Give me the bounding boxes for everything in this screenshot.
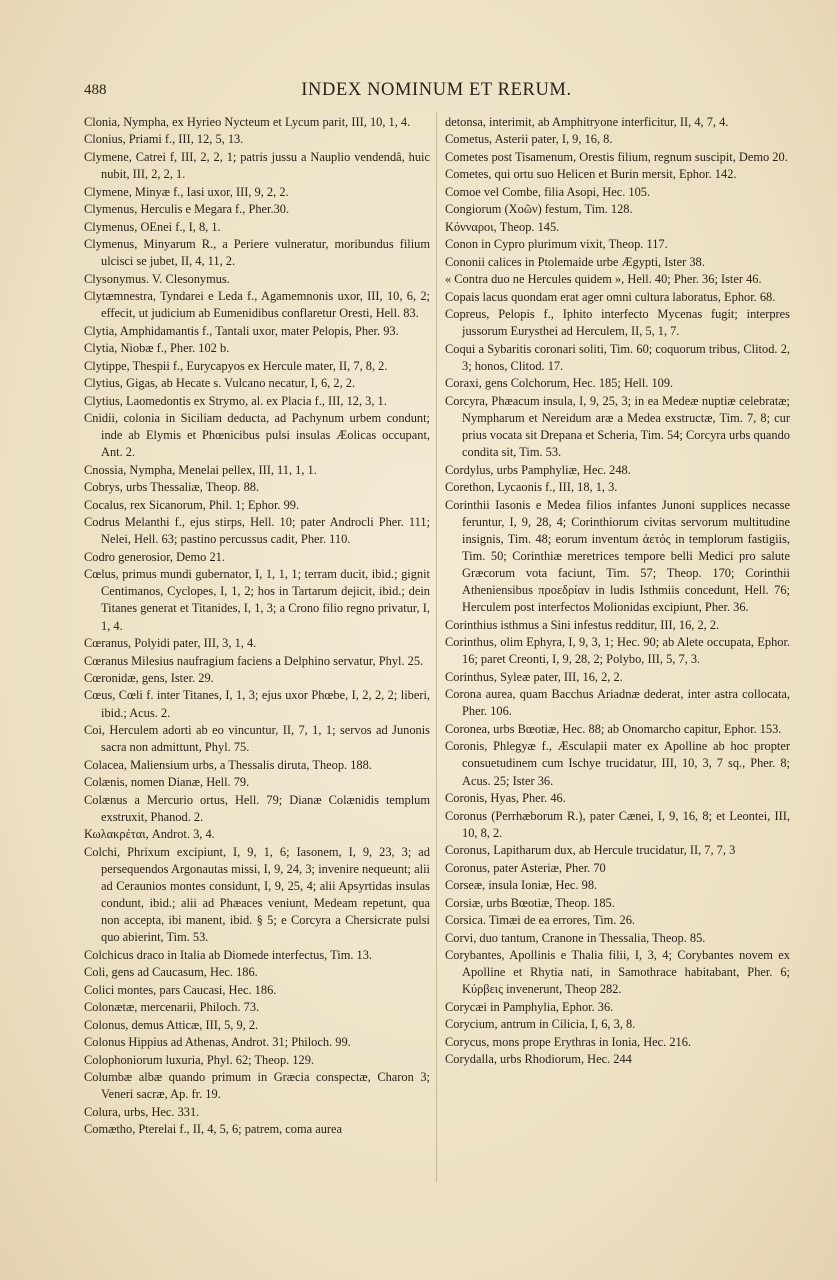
index-entry: Colænis, nomen Dianæ, Hell. 79. — [84, 775, 250, 790]
index-entry: Colchicus draco in Italia ab Diomede interfectus, Tim. 13. — [84, 947, 373, 962]
index-entry: « Contra duo ne Hercules quidem », Hell. 40; Pher. 36; Ister 46. — [445, 272, 762, 287]
index-entry: Cordylus, urbs Pamphyliæ, Hec. 248. — [445, 462, 631, 477]
index-column-left — [84, 114, 430, 1139]
index-entry: Coli, gens ad Caucasum, Hec. 186. — [84, 965, 258, 980]
index-entry: Columbæ albæ quando primum in Græcia conspectæ, Charon 3; Veneri sacræ, Ap. fr. 19. — [84, 1070, 430, 1102]
index-entry: Clytippe, Thespii f., Eurycapyos ex Hercule mater, II, 7, 8, 2. — [84, 358, 388, 373]
page-header — [84, 82, 789, 106]
index-entry: Cocalus, rex Sicanorum, Phil. 1; Ephor. 99. — [84, 497, 300, 512]
index-entry: Cœranus, Polyidi pater, III, 3, 1, 4. — [84, 636, 257, 651]
index-entry: Corethon, Lycaonis f., III, 18, 1, 3. — [445, 480, 618, 495]
index-entry: Clymenus, OEnei f., I, 8, 1. — [84, 219, 221, 234]
index-entry: Corycæi in Pamphylia, Ephor. 36. — [445, 999, 614, 1014]
index-entry: Colonætæ, mercenarii, Philoch. 73. — [84, 1000, 260, 1015]
index-entry: Cœranus Milesius naufragium faciens a Delphino servatur, Phyl. 25. — [84, 653, 424, 668]
index-entry: Clymenus, Minyarum R., a Periere vulneratur, moribundus filium ulcisci se jubet, II, 4, 11, 2. — [84, 237, 430, 269]
index-entry: Cnidii, colonia in Siciliam deducta, ad Pachynum urbem condunt; inde ab Elymis et Phœnicibus pulsi insulas Æolicas occupant, Ant. 2. — [84, 411, 430, 460]
index-entry: Κωλακρέται, Androt. 3, 4. — [84, 827, 215, 842]
index-entry: Codro generosior, Demo 21. — [84, 549, 225, 564]
index-entry: Clytius, Laomedontis ex Strymo, al. ex Placia f., III, 12, 3, 1. — [84, 393, 387, 408]
page-number: 488 — [84, 82, 107, 98]
index-entry: Corinthius isthmus a Sini infestus redditur, III, 16, 2, 2. — [445, 617, 720, 632]
index-entry: Colura, urbs, Hec. 331. — [84, 1104, 200, 1119]
index-entry: Corycus, mons prope Erythras in Ionia, Hec. 216. — [445, 1034, 692, 1049]
index-entry: Coronus (Perrhæborum R.), pater Cænei, I, 9, 16, 8; et Leontei, III, 10, 8, 2. — [445, 808, 790, 840]
index-entry: Colici montes, pars Caucasi, Hec. 186. — [84, 982, 277, 997]
column-divider — [436, 112, 437, 1182]
index-entry: Cœlus, primus mundi gubernator, I, 1, 1, 1; terram ducit, ibid.; gignit Centimanos, Cyclopes, I, 1, 2; hos in Tartarum dejicit, ibid.; dein Titanes generat et Titanides, I, 1, 3; a Crono filio regno privatur, I, 1, 4. — [84, 567, 430, 633]
index-entry: Clytius, Gigas, ab Hecate s. Vulcano necatur, I, 6, 2, 2. — [84, 376, 356, 391]
index-entry: Corvi, duo tantum, Cranone in Thessalia, Theop. 85. — [445, 930, 706, 945]
index-entry: Codrus Melanthi f., ejus stirps, Hell. 10; pater Androcli Pher. 111; Nelei, Hell. 63; pastino percussus cadit, Pher. 110. — [84, 515, 430, 547]
index-entry: Colchi, Phrixum excipiunt, I, 9, 1, 6; Iasonem, I, 9, 23, 3; ad persequendos Argonautas missi, I, 9, 24, 3; invenire nequeunt; alii ad Ceraunios montes considunt, I, 9, 25, 4; alii Apsyrtidas insulas condunt, ibid.; alii ad Phæaces veniunt, Medeam repetunt, qua non accepta, ibi manent, ibid. § 5; e Corcyra a Chersicrate pulsi quo abierint, Tim. 53. — [84, 844, 430, 945]
index-entry: Cometes post Tisamenum, Orestis filium, regnum suscipit, Demo 20. — [445, 149, 788, 164]
index-entry: Colophoniorum luxuria, Phyl. 62; Theop. 129. — [84, 1052, 315, 1067]
index-entry: Coronis, Phlegyæ f., Æsculapii mater ex Apolline ab hoc propter consuetudinem cum Ischye trucidatur, III, 10, 3, 7 sq., Pher. 8; Acus. 25; Ister 36. — [445, 739, 790, 788]
index-entry: Colonus Hippius ad Athenas, Androt. 31; Philoch. 99. — [84, 1035, 351, 1050]
index-entry: Corcyra, Phæacum insula, I, 9, 25, 3; in ea Medeæ nuptiæ celebratæ; Nympharum et Nereidum aræ a Medea exstructæ, Tim. 7, 8; cur prius vocata sit Drepana et Scheria, Tim. 54; Corcyra urbs quando condita sit, Tim. 53. — [445, 393, 790, 460]
index-entry: Colænus a Mercurio ortus, Hell. 79; Dianæ Colænidis templum exstruxit, Phanod. 2. — [84, 792, 430, 824]
index-entry: Conon in Cypro plurimum vixit, Theop. 117. — [445, 237, 668, 252]
index-entry: Clymene, Catrei f, III, 2, 2, 1; patris jussu a Nauplio vendendâ, huic nubit, III, 2, 2, 1. — [84, 149, 430, 182]
running-title: INDEX NOMINUM ET RERUM. — [301, 80, 572, 100]
index-entry: Clytia, Niobæ f., Pher. 102 b. — [84, 341, 230, 356]
index-entry: Corinthus, olim Ephyra, I, 9, 3, 1; Hec. 90; ab Alete occupata, Ephor. 16; paret Creonti, I, 9, 28, 2; Polybo, III, 5, 7, 3. — [445, 635, 790, 667]
index-entry: Cometes, qui ortu suo Helicen et Burin mersit, Ephor. 142. — [445, 167, 737, 182]
index-entry: Cononii calices in Ptolemaide urbe Ægypti, Ister 38. — [445, 254, 705, 269]
index-entry: Clymenus, Herculis e Megara f., Pher.30. — [84, 202, 290, 217]
index-entry: Coraxi, gens Colchorum, Hec. 185; Hell. 109. — [445, 376, 674, 391]
index-entry: Cœronidæ, gens, Ister. 29. — [84, 670, 214, 685]
index-entry: Corinthus, Syleæ pater, III, 16, 2, 2. — [445, 669, 623, 684]
index-entry: Comætho, Pterelai f., II, 4, 5, 6; patrem, coma aurea — [84, 1122, 343, 1137]
index-entry: Coronus, pater Asteriæ, Pher. 70 — [445, 860, 606, 875]
index-entry: Clytæmnestra, Tyndarei e Leda f., Agamemnonis uxor, III, 10, 6, 2; effecit, ut judicium ab Eumenidibus conflaretur Oresti, Hell. 83. — [84, 289, 430, 321]
index-entry: Coronus, Lapitharum dux, ab Hercule trucidatur, II, 7, 7, 3 — [445, 843, 736, 858]
index-entry: Cometus, Asterii pater, I, 9, 16, 8. — [445, 132, 613, 147]
index-entry: Copais lacus quondam erat ager omni cultura laboratus, Ephor. 68. — [445, 289, 776, 304]
index-entry: detonsa, interimit, ab Amphitryone interficitur, II, 4, 7, 4. — [445, 115, 729, 129]
index-entry: Corybantes, Apollinis e Thalia filii, I, 3, 4; Corybantes novem ex Apolline et Rhytia nati, in Samothrace habitabant, Pher. 6; Κύρβεις invenerunt, Theop 282. — [445, 948, 790, 997]
index-entry: Κόνναροι, Theop. 145. — [445, 219, 560, 234]
index-entry: Clymene, Minyæ f., Iasi uxor, III, 9, 2, 2. — [84, 184, 289, 199]
index-entry: Cobrys, urbs Thessaliæ, Theop. 88. — [84, 480, 260, 495]
index-entry: Clysonymus. V. Clesonymus. — [84, 271, 230, 286]
index-entry: Coronis, Hyas, Pher. 46. — [445, 791, 566, 806]
index-column-right — [445, 114, 790, 1069]
index-entry: Cnossia, Nympha, Menelai pellex, III, 11, 1, 1. — [84, 462, 317, 477]
index-entry: Coi, Herculem adorti ab eo vincuntur, II, 7, 1, 1; servos ad Junonis sacra non admittunt, Phyl. 75. — [84, 723, 430, 755]
index-entry: Cœus, Cœli f. inter Titanes, I, 1, 3; ejus uxor Phœbe, I, 2, 2, 2; liberi, ibid.; Acus. 2. — [84, 688, 430, 720]
index-entry: Corinthii Iasonis e Medea filios infantes Junoni supplices necasse feruntur, I, 9, 28, 4; Corinthiorum civitas servorum multitudine insignis, Tim. 48; eorum inventum ἀετός in templorum fastigiis, Tim. 50; Corinthiæ meretrices tempore belli Medici pro salute Græcorum vota faciunt, Tim. 57; Theop. 170; Corinthii Atheniensibus προεδρίαν in ludis Isthmiis concedunt, Hell. 76; Herculem post interfectos Molionidas excipiunt, Pher. 36. — [445, 497, 790, 615]
index-entry: Corsica. Timæi de ea errores, Tim. 26. — [445, 913, 635, 928]
index-entry: Coqui a Sybaritis coronari soliti, Tim. 60; coquorum tribus, Clitod. 2, 3; honos, Clitod. 17. — [445, 341, 790, 373]
index-entry: Congiorum (Χοῶν) festum, Tim. 128. — [445, 202, 633, 217]
index-entry: Copreus, Pelopis f., Iphito interfecto Mycenas fugit; interpres jussorum Eurysthei ad Herculem, II, 5, 1, 7. — [445, 307, 790, 339]
index-entry: Corsiæ, urbs Bœotiæ, Theop. 185. — [445, 895, 615, 910]
index-entry: Colacea, Maliensium urbs, a Thessalis diruta, Theop. 188. — [84, 757, 372, 772]
index-entry: Corydalla, urbs Rhodiorum, Hec. 244 — [445, 1052, 632, 1067]
index-entry: Clonia, Nympha, ex Hyrieo Nycteum et Lycum parit, III, 10, 1, 4. — [84, 115, 411, 129]
index-entry: Corona aurea, quam Bacchus Ariadnæ dederat, inter astra collocata, Pher. 106. — [445, 687, 790, 719]
index-entry: Coronea, urbs Bœotiæ, Hec. 88; ab Onomarcho capitur, Ephor. 153. — [445, 721, 782, 736]
index-entry: Colonus, demus Atticæ, III, 5, 9, 2. — [84, 1017, 259, 1032]
index-entry: Clytia, Amphidamantis f., Tantali uxor, mater Pelopis, Pher. 93. — [84, 323, 399, 338]
index-entry: Corseæ, insula Ioniæ, Hec. 98. — [445, 878, 598, 893]
index-entry: Clonius, Priami f., III, 12, 5, 13. — [84, 132, 244, 147]
index-entry: Comoe vel Combe, filia Asopi, Hec. 105. — [445, 184, 651, 199]
index-entry: Corycium, antrum in Cilicia, I, 6, 3, 8. — [445, 1017, 636, 1032]
